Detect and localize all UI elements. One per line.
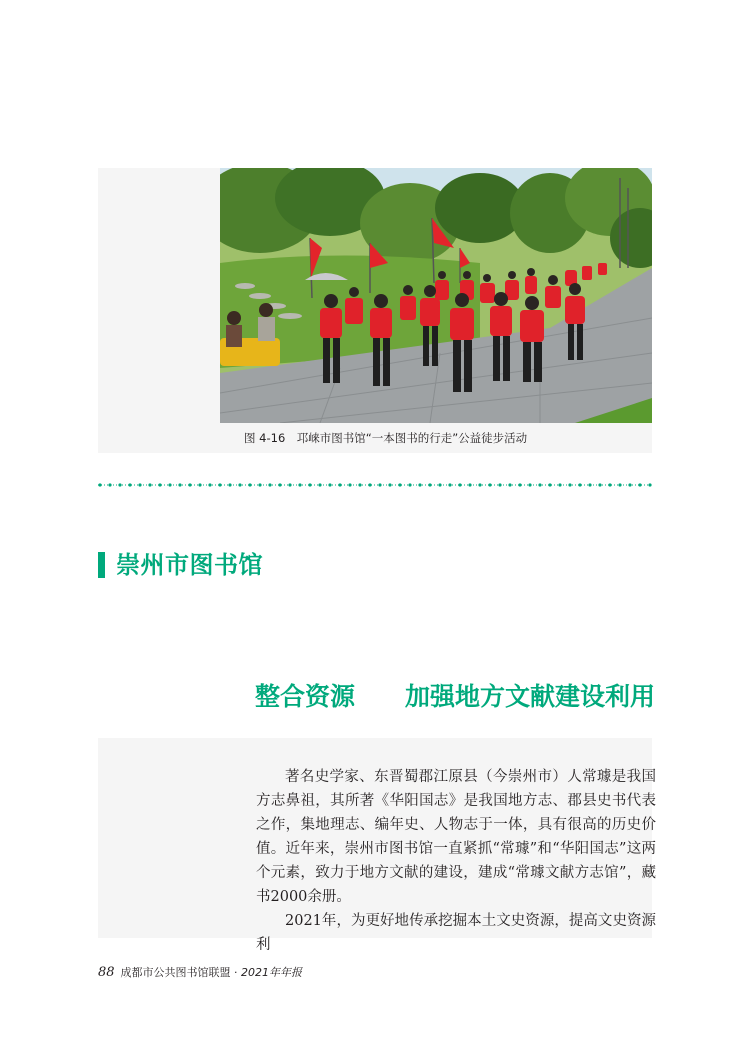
divider-dot <box>248 483 251 486</box>
divider-dot <box>338 483 341 486</box>
divider-dot <box>388 483 391 486</box>
divider-dot <box>108 483 111 486</box>
divider-dot <box>308 483 311 486</box>
divider-dot <box>488 483 491 486</box>
divider-dot <box>598 483 601 486</box>
divider-dot <box>538 483 541 486</box>
divider-dot <box>408 483 411 486</box>
divider-dot <box>128 483 131 486</box>
divider-dot <box>558 483 561 486</box>
publication-name: 成都市公共图书馆联盟 <box>120 966 231 979</box>
divider-dot <box>618 483 621 486</box>
section-title: 崇州市图书馆 <box>116 551 263 579</box>
figure-caption: 图 4-16 邛崃市图书馆“一本图书的行走”公益徒步活动 <box>244 431 528 445</box>
section-accent-bar <box>98 552 105 578</box>
divider-dot <box>438 483 441 486</box>
divider-dot <box>498 483 501 486</box>
divider-dot <box>268 483 271 486</box>
divider-dot <box>178 483 181 486</box>
divider-dot <box>518 483 521 486</box>
divider-dot <box>208 483 211 486</box>
body-paragraph: 著名史学家、东晋蜀郡江原县（今崇州市）人常璩是我国方志鼻祖，其所著《华阳国志》是我国地方志、郡县史书代表之作，集地理志、编年史、人物志于一体，具有很高的历史价值。近年来，崇州市图书馆一直紧抓“常璩”和“华阳国志”这两个元素，致力于地方文献的建设，建成“常璩文献方志馆”，藏书2000余册。 <box>256 769 656 905</box>
divider-dot <box>318 483 321 486</box>
page-footer <box>98 965 302 981</box>
divider-dot <box>568 483 571 486</box>
body-paragraph: 2021年，为更好地传承挖掘本土文史资源，提高文史资源利 <box>256 913 656 953</box>
annual-report-label: 2021年年报 <box>241 966 303 979</box>
divider-dot <box>328 483 331 486</box>
divider-dot <box>218 483 221 486</box>
divider-dot <box>368 483 371 486</box>
divider-dot <box>548 483 551 486</box>
divider-dot <box>188 483 191 486</box>
divider-dot <box>278 483 281 486</box>
divider-dot <box>588 483 591 486</box>
divider-dot <box>118 483 121 486</box>
divider-dot <box>148 483 151 486</box>
divider-dot <box>258 483 261 486</box>
photo-side-tint <box>98 168 220 423</box>
divider-dot <box>628 483 631 486</box>
divider-dot <box>168 483 171 486</box>
divider-dot <box>348 483 351 486</box>
divider-dot <box>638 483 641 486</box>
divider-dot <box>418 483 421 486</box>
divider-dot <box>158 483 161 486</box>
article-title: 整合资源 加强地方文献建设利用 <box>255 682 656 711</box>
divider-dot <box>228 483 231 486</box>
article-body <box>256 765 656 957</box>
divider-dot <box>528 483 531 486</box>
divider-dot <box>198 483 201 486</box>
dotted-divider <box>98 482 652 488</box>
footer-separator: · <box>230 966 242 979</box>
divider-dot <box>608 483 611 486</box>
divider-dot <box>288 483 291 486</box>
divider-dot <box>238 483 241 486</box>
divider-dot <box>428 483 431 486</box>
divider-dot <box>138 483 141 486</box>
divider-dot <box>448 483 451 486</box>
divider-dot <box>398 483 401 486</box>
hiking-event-photo <box>220 168 652 423</box>
divider-dot <box>578 483 581 486</box>
divider-dot <box>358 483 361 486</box>
divider-dot <box>648 483 651 486</box>
divider-dot <box>508 483 511 486</box>
divider-dot <box>98 483 101 486</box>
page-number: 88 <box>98 965 115 980</box>
divider-dot <box>478 483 481 486</box>
divider-dot <box>458 483 461 486</box>
divider-dot <box>378 483 381 486</box>
divider-dot <box>468 483 471 486</box>
divider-dot <box>298 483 301 486</box>
